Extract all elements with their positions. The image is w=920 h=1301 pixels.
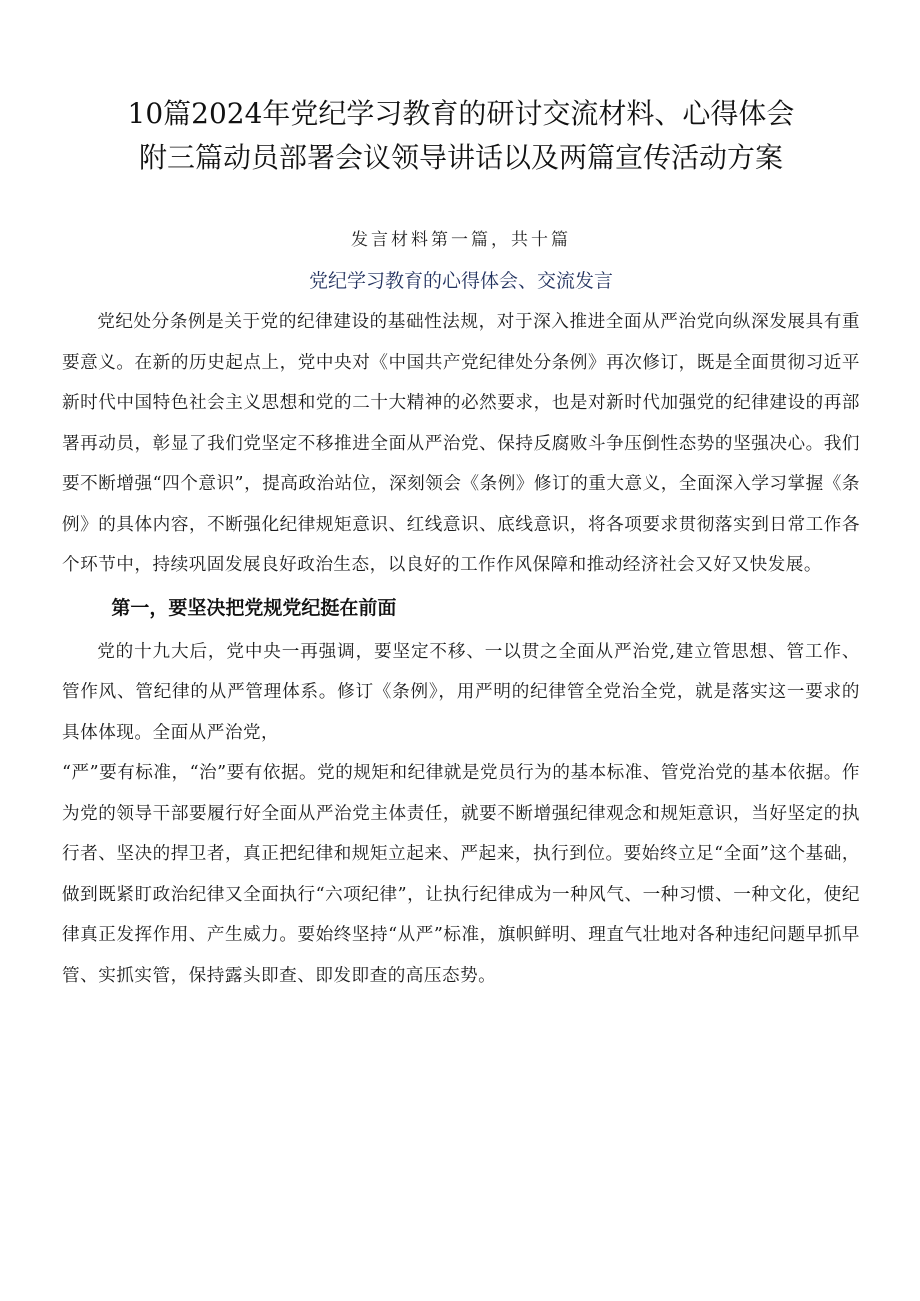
document-title bbox=[62, 92, 860, 180]
subheading-first: 第一，要坚决把党规党纪挺在前面 bbox=[111, 596, 397, 619]
section-title: 党纪学习教育的心得体会、交流发言 bbox=[308, 270, 613, 292]
document-title-line-2: 附三篇动员部署会议领导讲话以及两篇宣传活动方案 bbox=[138, 141, 783, 174]
body-paragraph-2: 党的十九大后，党中央一再强调，要坚定不移、一以贯之全面从严治党,建立管思想、管工作、管作风、管纪律的从严管理体系。修订《条例》，用严明的纪律管全党治全党，就是落实这一要求的具体体现。全面从严治党， bbox=[62, 641, 860, 743]
body-paragraph-1: 党纪处分条例是关于党的纪律建设的基础性法规，对于深入推进全面从严治党向纵深发展具有重要意义。在新的历史起点上，党中央对《中国共产党纪律处分条例》再次修订，既是全面贯彻习近平新时代中国特色社会主义思想和党的二十大精神的必然要求，也是对新时代加强党的纪律建设的再部署再动员，彰显了我们党坚定不移推进全面从严治党、保持反腐败斗争压倒性态势的坚强决心。我们要不断增强“四个意识”，提高政治站位，深刻领会《条例》修订的重大意义，全面深入学习掌握《条例》的具体内容，不断强化纪律规矩意识、红线意识、底线意识，将各项要求贯彻落实到日常工作各个环节中，持续巩固发展良好政治生态，以良好的工作作风保障和推动经济社会又好又快发展。 bbox=[62, 312, 860, 575]
document-title-line-1: 10篇2024年党纪学习教育的研讨交流材料、心得体会 bbox=[127, 97, 795, 130]
body-paragraph-3: “严”要有标准，“治”要有依据。党的规矩和纪律就是党员行为的基本标准、管党治党的基本依据。作为党的领导干部要履行好全面从严治党主体责任，就要不断增强纪律观念和规矩意识，当好坚定的执行者、坚决的捍卫者，真正把纪律和规矩立起来、严起来，执行到位。要始终立足“全面”这个基础，做到既紧盯政治纪律又全面执行“六项纪律”，让执行纪律成为一种风气、一种习惯、一种文化，使纪律真正发挥作用、产生威力。要始终坚持“从严”标准，旗帜鲜明、理直气壮地对各种违纪问题早抓早管、实抓实管，保持露头即查、即发即查的高压态势。 bbox=[62, 763, 860, 986]
document-subtitle: 发言材料第一篇，共十篇 bbox=[351, 230, 571, 250]
